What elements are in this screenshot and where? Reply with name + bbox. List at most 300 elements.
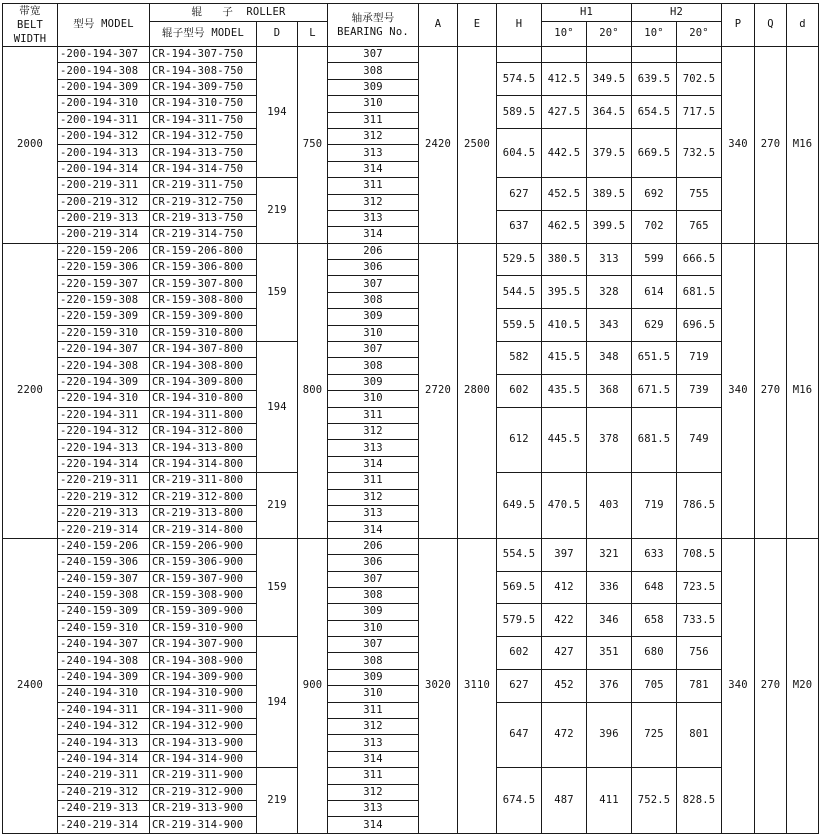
model-cell: -220-219-312 [58,489,150,505]
h2-20-cell: 786.5 [677,473,722,539]
model-cell: -200-219-314 [58,227,150,243]
roller-diameter-cell: 194 [257,637,298,768]
table-row [3,538,819,554]
model-cell: -240-219-314 [58,817,150,833]
bearing-cell: 313 [328,145,419,161]
roller-diameter-cell: 219 [257,768,298,834]
p-cell: 340 [722,47,755,244]
h2-20-cell: 756 [677,637,722,670]
h2-20-cell: 755 [677,178,722,211]
bearing-cell: 314 [328,161,419,177]
h1-10-cell: 412 [542,571,587,604]
h2-20-cell: 723.5 [677,571,722,604]
roller-model-cell: CR-159-310-900 [150,620,257,636]
h1-10-cell: 462.5 [542,210,587,243]
roller-model-cell: CR-194-311-750 [150,112,257,128]
table-row [3,571,819,587]
roller-model-cell: CR-194-308-900 [150,653,257,669]
h1-10-header: 10° [542,22,587,47]
roller-diameter-cell: 159 [257,538,298,636]
bolt-size-cell: M16 [787,47,819,244]
roller-model-cell: CR-219-313-750 [150,210,257,226]
model-cell: -240-194-313 [58,735,150,751]
roller-model-cell: CR-219-314-800 [150,522,257,538]
h2-header: H2 [632,4,722,22]
model-cell: -220-194-309 [58,374,150,390]
h2-20-cell: 801 [677,702,722,768]
roller-model-cell: CR-194-307-750 [150,47,257,63]
h2-10-cell: 669.5 [632,128,677,177]
roller-length-cell: 900 [298,538,328,833]
roller-model-cell: CR-159-306-900 [150,555,257,571]
table-row [3,637,819,653]
belt-width-header: 带宽 BELT WIDTH [3,4,58,47]
bearing-cell: 311 [328,702,419,718]
d-header: D [257,22,298,47]
roller-model-cell: CR-194-310-900 [150,686,257,702]
belt-width-cell: 2000 [3,47,58,244]
bearing-cell: 312 [328,423,419,439]
h2-20-cell [677,47,722,63]
h1-20-cell: 368 [587,374,632,407]
bearing-cell: 309 [328,604,419,620]
h2-20-cell: 666.5 [677,243,722,276]
bearing-cell: 306 [328,555,419,571]
model-cell: -200-194-311 [58,112,150,128]
roller-model-cell: CR-194-313-750 [150,145,257,161]
h-cell: 559.5 [497,309,542,342]
bolt-size-cell: M16 [787,243,819,538]
h2-10-cell: 629 [632,309,677,342]
h2-10-cell: 702 [632,210,677,243]
h1-20-cell: 346 [587,604,632,637]
model-cell: -240-219-312 [58,784,150,800]
bearing-cell: 311 [328,473,419,489]
h1-20-cell: 396 [587,702,632,768]
roller-model-cell: CR-194-308-750 [150,63,257,79]
a-cell: 3020 [419,538,458,833]
bearing-cell: 310 [328,620,419,636]
bearing-cell: 313 [328,800,419,816]
table-row [3,407,819,423]
roller-model-cell: CR-194-307-800 [150,342,257,358]
h1-20-cell: 399.5 [587,210,632,243]
h1-10-cell: 452.5 [542,178,587,211]
bearing-cell: 309 [328,374,419,390]
roller-model-cell: CR-194-308-800 [150,358,257,374]
roller-model-cell: CR-159-306-800 [150,260,257,276]
model-cell: -220-194-314 [58,456,150,472]
model-cell: -240-194-310 [58,686,150,702]
h-cell [497,47,542,63]
model-cell: -200-194-313 [58,145,150,161]
bearing-cell: 307 [328,276,419,292]
model-cell: -220-194-310 [58,391,150,407]
e-header: E [458,4,497,47]
h1-10-cell: 487 [542,768,587,834]
roller-model-cell: CR-194-313-800 [150,440,257,456]
roller-model-cell: CR-219-313-900 [150,800,257,816]
bearing-cell: 314 [328,456,419,472]
model-cell: -240-159-306 [58,555,150,571]
q-cell: 270 [755,243,787,538]
table-header [3,4,819,47]
bearing-cell: 311 [328,768,419,784]
bearing-cell: 311 [328,178,419,194]
h2-10-cell: 639.5 [632,63,677,96]
h1-20-cell: 378 [587,407,632,473]
table-row [3,63,819,79]
h2-10-cell: 651.5 [632,342,677,375]
roller-model-cell: CR-219-314-750 [150,227,257,243]
h2-10-cell: 725 [632,702,677,768]
table-row [3,243,819,259]
roller-diameter-cell: 194 [257,342,298,473]
h1-20-header: 20° [587,22,632,47]
model-cell: -220-159-309 [58,309,150,325]
model-cell: -240-159-307 [58,571,150,587]
bearing-cell: 313 [328,440,419,456]
roller-model-cell: CR-219-311-750 [150,178,257,194]
h2-20-cell: 719 [677,342,722,375]
bearing-cell: 310 [328,391,419,407]
h2-10-cell [632,47,677,63]
roller-model-cell: CR-219-312-900 [150,784,257,800]
h1-20-cell: 313 [587,243,632,276]
h1-20-cell: 379.5 [587,128,632,177]
model-header: 型号 MODEL [58,4,150,47]
table-row [3,669,819,685]
roller-model-cell: CR-159-310-800 [150,325,257,341]
h2-20-cell: 696.5 [677,309,722,342]
table-row [3,702,819,718]
model-cell: -200-194-314 [58,161,150,177]
roller-model-cell: CR-194-307-900 [150,637,257,653]
model-cell: -220-159-206 [58,243,150,259]
belt-width-cell: 2400 [3,538,58,833]
bearing-cell: 314 [328,522,419,538]
p-header: P [722,4,755,47]
h2-10-cell: 648 [632,571,677,604]
bearing-cell: 313 [328,210,419,226]
model-cell: -240-194-309 [58,669,150,685]
table-row [3,276,819,292]
h1-20-cell: 349.5 [587,63,632,96]
bolt-size-cell: M20 [787,538,819,833]
bearing-header: 轴承型号 BEARING No. [328,4,419,47]
roller-model-cell: CR-194-311-900 [150,702,257,718]
model-cell: -220-194-313 [58,440,150,456]
table-row [3,210,819,226]
roller-model-cell: CR-194-309-800 [150,374,257,390]
model-cell: -240-159-309 [58,604,150,620]
h-cell: 602 [497,374,542,407]
model-cell: -240-194-311 [58,702,150,718]
h1-10-cell: 380.5 [542,243,587,276]
h1-20-cell: 351 [587,637,632,670]
bearing-cell: 312 [328,489,419,505]
h-cell: 627 [497,669,542,702]
table-row [3,604,819,620]
h1-10-cell: 412.5 [542,63,587,96]
roller-length-cell: 750 [298,47,328,244]
roller-model-cell: CR-219-314-900 [150,817,257,833]
bearing-cell: 314 [328,227,419,243]
bearing-cell: 306 [328,260,419,276]
h2-10-cell: 705 [632,669,677,702]
h2-20-cell: 732.5 [677,128,722,177]
model-cell: -220-194-312 [58,423,150,439]
model-cell: -220-194-308 [58,358,150,374]
bearing-cell: 308 [328,292,419,308]
h-cell: 554.5 [497,538,542,571]
bearing-cell: 308 [328,653,419,669]
roller-model-cell: CR-194-314-900 [150,751,257,767]
h2-20-cell: 765 [677,210,722,243]
q-cell: 270 [755,47,787,244]
roller-length-cell: 800 [298,243,328,538]
bearing-cell: 308 [328,358,419,374]
h2-10-cell: 692 [632,178,677,211]
h2-20-cell: 749 [677,407,722,473]
model-cell: -220-219-311 [58,473,150,489]
h1-20-cell: 403 [587,473,632,539]
bearing-cell: 307 [328,571,419,587]
a-header: A [419,4,458,47]
model-cell: -220-159-306 [58,260,150,276]
model-cell: -220-194-307 [58,342,150,358]
h1-20-cell: 321 [587,538,632,571]
a-cell: 2420 [419,47,458,244]
h-cell: 582 [497,342,542,375]
bearing-cell: 313 [328,735,419,751]
h-cell: 647 [497,702,542,768]
model-cell: -240-194-308 [58,653,150,669]
bearing-cell: 314 [328,751,419,767]
roller-model-cell: CR-219-313-800 [150,505,257,521]
h1-header: H1 [542,4,632,22]
roller-model-cell: CR-159-206-800 [150,243,257,259]
h-cell: 674.5 [497,768,542,834]
bearing-cell: 309 [328,79,419,95]
roller-model-cell: CR-159-307-900 [150,571,257,587]
h1-10-cell [542,47,587,63]
h2-20-cell: 781 [677,669,722,702]
h2-10-cell: 719 [632,473,677,539]
h-cell: 544.5 [497,276,542,309]
h-cell: 627 [497,178,542,211]
h2-20-cell: 708.5 [677,538,722,571]
bearing-cell: 311 [328,112,419,128]
model-cell: -240-194-312 [58,719,150,735]
model-cell: -200-194-308 [58,63,150,79]
h1-10-cell: 442.5 [542,128,587,177]
roller-model-cell: CR-159-206-900 [150,538,257,554]
h1-20-cell: 376 [587,669,632,702]
h1-10-cell: 395.5 [542,276,587,309]
model-cell: -240-159-206 [58,538,150,554]
roller-model-cell: CR-194-310-750 [150,96,257,112]
table-body [3,47,819,834]
bearing-cell: 308 [328,587,419,603]
h1-20-cell: 411 [587,768,632,834]
model-cell: -220-159-308 [58,292,150,308]
roller-model-cell: CR-194-312-900 [150,719,257,735]
h2-20-cell: 828.5 [677,768,722,834]
e-cell: 2800 [458,243,497,538]
roller-model-cell: CR-159-309-900 [150,604,257,620]
belt-width-cell: 2200 [3,243,58,538]
model-cell: -220-159-310 [58,325,150,341]
h1-20-cell: 343 [587,309,632,342]
h1-10-cell: 427.5 [542,96,587,129]
roller-model-cell: CR-219-311-800 [150,473,257,489]
h1-10-cell: 435.5 [542,374,587,407]
table-row [3,178,819,194]
h2-20-header: 20° [677,22,722,47]
h1-10-cell: 410.5 [542,309,587,342]
roller-model-cell: CR-194-312-800 [150,423,257,439]
bearing-cell: 313 [328,505,419,521]
table-row [3,473,819,489]
model-cell: -240-159-310 [58,620,150,636]
roller-diameter-cell: 219 [257,473,298,539]
e-cell: 3110 [458,538,497,833]
h2-10-cell: 752.5 [632,768,677,834]
q-header: Q [755,4,787,47]
h1-10-cell: 415.5 [542,342,587,375]
h2-20-cell: 702.5 [677,63,722,96]
roller-model-cell: CR-194-313-900 [150,735,257,751]
table-row [3,768,819,784]
bearing-cell: 310 [328,96,419,112]
h2-20-cell: 733.5 [677,604,722,637]
e-cell: 2500 [458,47,497,244]
model-cell: -220-194-311 [58,407,150,423]
bearing-cell: 206 [328,538,419,554]
table-row [3,47,819,63]
h2-10-cell: 654.5 [632,96,677,129]
bearing-cell: 308 [328,63,419,79]
roller-diameter-cell: 219 [257,178,298,244]
h2-10-cell: 614 [632,276,677,309]
h-cell: 612 [497,407,542,473]
roller-model-cell: CR-159-309-800 [150,309,257,325]
h1-20-cell: 389.5 [587,178,632,211]
h2-10-cell: 633 [632,538,677,571]
p-cell: 340 [722,243,755,538]
roller-model-cell: CR-219-312-750 [150,194,257,210]
model-cell: -200-194-312 [58,128,150,144]
roller-model-cell: CR-159-308-800 [150,292,257,308]
model-cell: -240-194-307 [58,637,150,653]
roller-model-cell: CR-219-312-800 [150,489,257,505]
h2-10-cell: 680 [632,637,677,670]
h1-20-cell: 336 [587,571,632,604]
h-header: H [497,4,542,47]
h-cell: 649.5 [497,473,542,539]
roller-diameter-cell: 159 [257,243,298,341]
h-cell: 637 [497,210,542,243]
roller-model-cell: CR-194-311-800 [150,407,257,423]
h1-10-cell: 452 [542,669,587,702]
roller-spec-table [2,3,819,834]
model-cell: -220-219-313 [58,505,150,521]
bearing-cell: 312 [328,719,419,735]
h-cell: 569.5 [497,571,542,604]
h-cell: 579.5 [497,604,542,637]
model-cell: -200-219-313 [58,210,150,226]
bearing-cell: 307 [328,342,419,358]
h1-10-cell: 445.5 [542,407,587,473]
h-cell: 604.5 [497,128,542,177]
model-cell: -200-194-307 [58,47,150,63]
roller-model-cell: CR-159-307-800 [150,276,257,292]
bearing-cell: 310 [328,686,419,702]
bearing-cell: 314 [328,817,419,833]
roller-model-cell: CR-194-310-800 [150,391,257,407]
roller-model-cell: CR-194-314-750 [150,161,257,177]
h1-10-cell: 397 [542,538,587,571]
model-cell: -220-159-307 [58,276,150,292]
h1-20-cell [587,47,632,63]
table-row [3,128,819,144]
model-cell: -200-194-310 [58,96,150,112]
bearing-cell: 312 [328,128,419,144]
bearing-cell: 312 [328,784,419,800]
bearing-cell: 309 [328,669,419,685]
table-row [3,374,819,390]
model-cell: -240-194-314 [58,751,150,767]
h2-20-cell: 681.5 [677,276,722,309]
bearing-cell: 307 [328,637,419,653]
h-cell: 529.5 [497,243,542,276]
roller-model-cell: CR-194-312-750 [150,128,257,144]
h2-10-cell: 658 [632,604,677,637]
bearing-cell: 311 [328,407,419,423]
h2-20-cell: 739 [677,374,722,407]
h-cell: 574.5 [497,63,542,96]
h1-20-cell: 364.5 [587,96,632,129]
a-cell: 2720 [419,243,458,538]
bearing-cell: 206 [328,243,419,259]
bearing-cell: 312 [328,194,419,210]
model-cell: -200-194-309 [58,79,150,95]
table-row [3,309,819,325]
model-cell: -200-219-311 [58,178,150,194]
roller-model-cell: CR-194-309-750 [150,79,257,95]
h2-10-header: 10° [632,22,677,47]
roller-model-header: 辊子型号 MODEL [150,22,257,47]
roller-model-cell: CR-159-308-900 [150,587,257,603]
p-cell: 340 [722,538,755,833]
h1-20-cell: 328 [587,276,632,309]
model-cell: -240-219-313 [58,800,150,816]
bearing-cell: 310 [328,325,419,341]
model-cell: -200-219-312 [58,194,150,210]
d-small-header: d [787,4,819,47]
q-cell: 270 [755,538,787,833]
h-cell: 602 [497,637,542,670]
roller-header: 辊 子 ROLLER [150,4,328,22]
h2-10-cell: 681.5 [632,407,677,473]
roller-diameter-cell: 194 [257,47,298,178]
table-row [3,96,819,112]
roller-model-cell: CR-194-309-900 [150,669,257,685]
bearing-cell: 307 [328,47,419,63]
h1-10-cell: 427 [542,637,587,670]
table-row [3,342,819,358]
